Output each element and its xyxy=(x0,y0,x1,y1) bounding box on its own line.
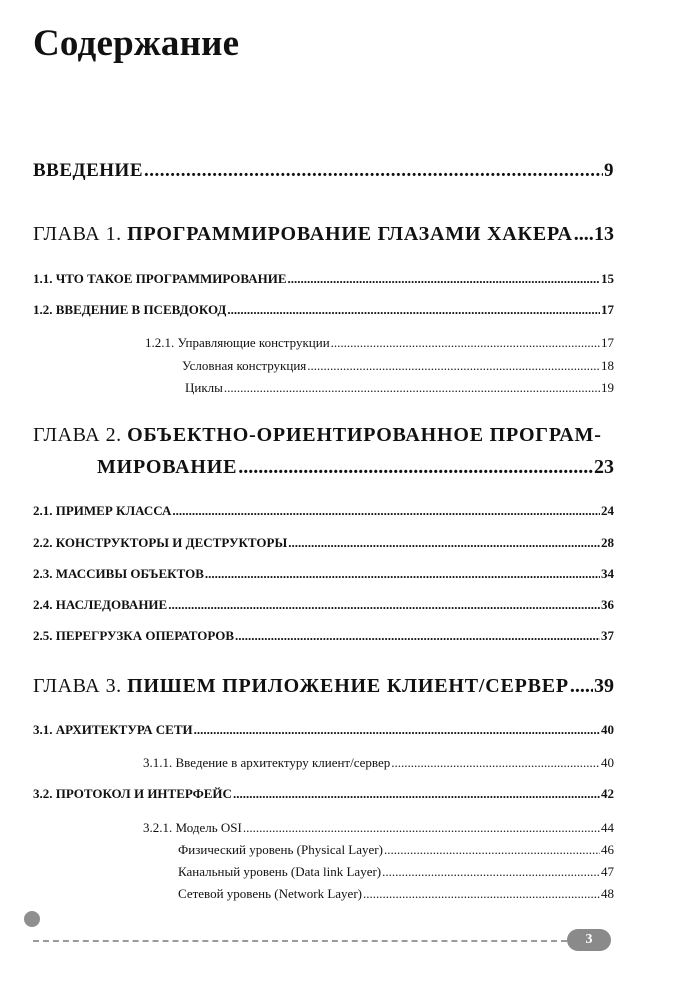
toc-page-number: 36 xyxy=(601,597,614,612)
toc-page-number: 40 xyxy=(601,755,614,770)
footer-circle-icon xyxy=(24,911,40,927)
toc-label: 1.2. ВВЕДЕНИЕ В ПСЕВДОКОД xyxy=(33,302,227,317)
toc-leader-dots xyxy=(172,503,600,519)
toc-page-number: 40 xyxy=(601,722,614,737)
toc-label: Циклы xyxy=(185,380,223,395)
chapter-prefix: ГЛАВА 1. xyxy=(33,223,128,245)
toc-section-2-5[interactable] xyxy=(33,628,614,644)
toc-subsubsection-datalink[interactable] xyxy=(178,864,614,880)
toc-leader-dots xyxy=(331,335,600,351)
toc-label: 1.1. ЧТО ТАКОЕ ПРОГРАММИРОВАНИЕ xyxy=(33,271,287,286)
chapter-name: ПИШЕМ ПРИЛОЖЕНИЕ КЛИЕНТ/СЕРВЕР xyxy=(127,675,569,697)
toc-leader-dots xyxy=(233,786,600,802)
chapter-name: ПРОГРАММИРОВАНИЕ ГЛАЗАМИ ХАКЕРА xyxy=(127,223,573,245)
toc-label: 2.1. ПРИМЕР КЛАССА xyxy=(33,503,172,518)
toc-page-number: 39 xyxy=(594,675,614,697)
toc-page-number: 42 xyxy=(601,786,614,801)
toc-section-2-4[interactable] xyxy=(33,597,614,613)
toc-section-1-2[interactable] xyxy=(33,302,614,318)
toc-leader-dots xyxy=(144,160,603,182)
toc-chapter-2-heading[interactable] xyxy=(33,424,602,447)
toc-label: Условная конструкция xyxy=(182,358,307,373)
chapter-prefix: ГЛАВА 3. xyxy=(33,675,128,697)
toc-leader-dots xyxy=(224,380,600,396)
toc-leader-dots xyxy=(205,566,600,582)
toc-label: 2.2. КОНСТРУКТОРЫ И ДЕСТРУКТОРЫ xyxy=(33,535,288,550)
toc-page-number: 23 xyxy=(594,456,614,478)
toc-label: 2.4. НАСЛЕДОВАНИЕ xyxy=(33,597,168,612)
toc-label: Канальный уровень (Data link Layer) xyxy=(178,864,382,879)
toc-page-number: 48 xyxy=(601,886,614,901)
toc-leader-dots xyxy=(570,675,593,698)
toc-section-3-1[interactable] xyxy=(33,722,614,738)
toc-chapter-3[interactable] xyxy=(33,675,614,698)
toc-page-number: 19 xyxy=(601,380,614,395)
toc-section-3-2[interactable] xyxy=(33,786,614,802)
toc-leader-dots xyxy=(227,302,600,318)
toc-page-number: 37 xyxy=(601,628,614,643)
toc-leader-dots xyxy=(168,597,600,613)
toc-leader-dots xyxy=(307,358,600,374)
toc-section-2-2[interactable] xyxy=(33,535,614,551)
toc-label: Сетевой уровень (Network Layer) xyxy=(178,886,362,901)
page-title: Содержание xyxy=(33,23,240,64)
toc-label: 2.3. МАССИВЫ ОБЪЕКТОВ xyxy=(33,566,204,581)
toc-page-number: 44 xyxy=(601,820,614,835)
toc-leader-dots xyxy=(235,628,600,644)
toc-page-number: 18 xyxy=(601,358,614,373)
page-number-badge: 3 xyxy=(567,929,611,951)
toc-leader-dots xyxy=(288,535,600,551)
toc-label: 3.1.1. Введение в архитектуру клиент/сервер xyxy=(143,755,391,770)
toc-leader-dots xyxy=(194,722,600,738)
toc-leader-dots xyxy=(243,820,600,836)
toc-section-1-1[interactable] xyxy=(33,271,614,287)
toc-subsubsection-conditional[interactable] xyxy=(182,358,614,374)
toc-subsection-1-2-1[interactable] xyxy=(145,335,614,351)
toc-label: 1.2.1. Управляющие конструкции xyxy=(145,335,330,350)
toc-leader-dots xyxy=(288,271,601,287)
chapter-prefix: ГЛАВА 2. xyxy=(33,424,128,446)
toc-subsection-3-1-1[interactable] xyxy=(143,755,614,771)
toc-leader-dots xyxy=(391,755,600,771)
toc-page-number: 17 xyxy=(601,335,614,350)
toc-label: 3.2. ПРОТОКОЛ И ИНТЕРФЕЙС xyxy=(33,786,232,801)
toc-label: 2.5. ПЕРЕГРУЗКА ОПЕРАТОРОВ xyxy=(33,628,235,643)
toc-label: Физический уровень (Physical Layer) xyxy=(178,842,383,857)
toc-subsubsection-physical[interactable] xyxy=(178,842,614,858)
toc-leader-dots xyxy=(384,842,600,858)
toc-section-2-3[interactable] xyxy=(33,566,614,582)
toc-subsubsection-network[interactable] xyxy=(178,886,614,902)
chapter-name-line2: МИРОВАНИЕ xyxy=(97,456,238,478)
toc-subsection-3-2-1[interactable] xyxy=(143,820,614,836)
toc-subsubsection-loops[interactable] xyxy=(185,380,614,396)
toc-label: 3.1. АРХИТЕКТУРА СЕТИ xyxy=(33,722,193,737)
toc-page-number: 17 xyxy=(601,302,614,317)
toc-page-number: 28 xyxy=(601,535,614,550)
toc-label: ВВЕДЕНИЕ xyxy=(33,160,143,181)
toc-section-2-1[interactable] xyxy=(33,503,614,519)
toc-page-number: 47 xyxy=(601,864,614,879)
footer-dashed-line xyxy=(33,940,567,942)
toc-label: 3.2.1. Модель OSI xyxy=(143,820,242,835)
toc-page-number: 24 xyxy=(601,503,614,518)
toc-chapter-2[interactable] xyxy=(97,456,614,479)
toc-leader-dots xyxy=(363,886,600,902)
toc-page-number: 46 xyxy=(601,842,614,857)
toc-page-number: 13 xyxy=(594,223,614,245)
toc-leader-dots xyxy=(574,223,593,246)
toc-leader-dots xyxy=(382,864,600,880)
toc-chapter-1[interactable] xyxy=(33,223,614,246)
toc-page-number: 9 xyxy=(604,160,614,181)
toc-entry-intro[interactable] xyxy=(33,160,614,182)
toc-page-number: 15 xyxy=(601,271,614,286)
chapter-name-line1: ОБЪЕКТНО-ОРИЕНТИРОВАННОЕ ПРОГРАМ- xyxy=(127,424,602,446)
toc-leader-dots xyxy=(238,456,593,479)
toc-page-number: 34 xyxy=(601,566,614,581)
